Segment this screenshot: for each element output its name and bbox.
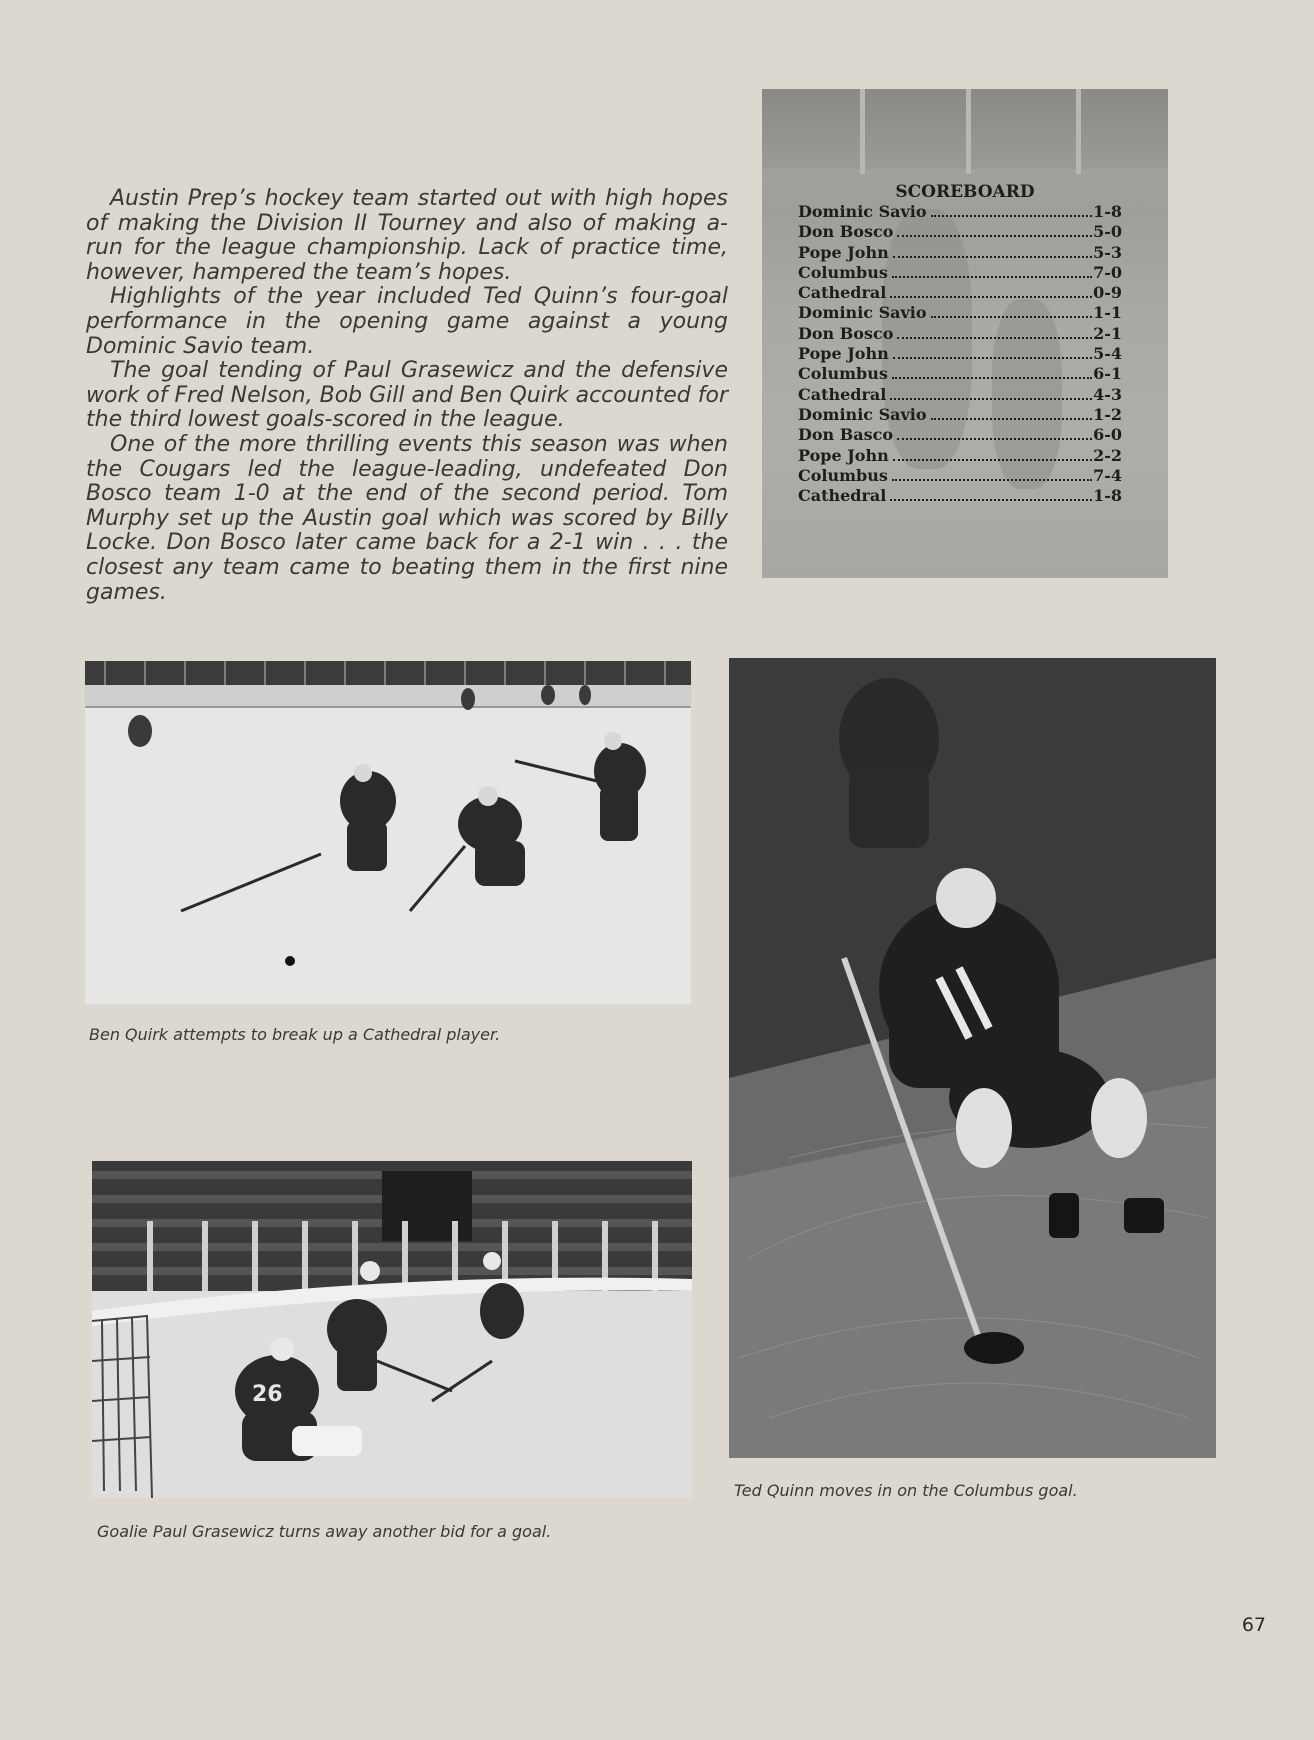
scoreboard-team: Columbus <box>798 364 888 384</box>
dot-leader <box>890 296 1092 298</box>
photo-ted-quinn <box>729 658 1216 1458</box>
scoreboard-row <box>798 466 1122 486</box>
paragraph-4: One of the more thrilling events this season was when the Cougars led the league-leading, undefeated Don Bosco team 1-0 at the end of the second period. Tom Murphy set up the Austin goal which was scored by Billy Locke. Don Bosco later came back for a 2-1 win . . . the closest any team came to beating them in the first nine games. <box>86 431 728 605</box>
scoreboard-team: Don Bosco <box>798 323 894 343</box>
photo-ben-quirk <box>85 661 691 1004</box>
scoreboard-score: 7-4 <box>1093 465 1122 485</box>
dot-leader <box>897 438 1092 440</box>
scoreboard-row <box>798 486 1122 506</box>
dot-leader <box>892 276 1092 278</box>
scoreboard-score: 6-0 <box>1093 425 1122 445</box>
hockey-action-photo <box>85 661 691 1004</box>
scoreboard-score: 0-9 <box>1093 283 1122 303</box>
scoreboard-score: 2-1 <box>1093 323 1122 343</box>
dot-leader <box>931 316 1093 318</box>
dot-leader <box>893 357 1092 359</box>
scoreboard-panel <box>762 89 1168 578</box>
scoreboard-row <box>798 344 1122 364</box>
scoreboard-score: 5-4 <box>1093 344 1122 364</box>
scoreboard-team: Cathedral <box>798 283 887 303</box>
scoreboard-row <box>798 263 1122 283</box>
dot-leader <box>893 256 1092 258</box>
dot-leader <box>892 377 1092 379</box>
scoreboard-score: 1-2 <box>1093 404 1122 424</box>
dot-leader <box>892 479 1092 481</box>
scoreboard-score: 6-1 <box>1093 364 1122 384</box>
dot-leader <box>890 499 1092 501</box>
scoreboard-row <box>798 364 1122 384</box>
scoreboard-row <box>798 446 1122 466</box>
scoreboard-team: Columbus <box>798 465 888 485</box>
goalie-save-photo <box>92 1161 692 1498</box>
scoreboard-score: 7-0 <box>1093 262 1122 282</box>
scoreboard-score: 1-8 <box>1093 202 1122 221</box>
scoreboard-row <box>798 222 1122 242</box>
article-text <box>86 187 728 605</box>
scoreboard-score: 2-2 <box>1093 445 1122 465</box>
scoreboard-row <box>798 385 1122 405</box>
scoreboard-row <box>798 303 1122 323</box>
scoreboard-score: 5-3 <box>1093 242 1122 262</box>
scoreboard-team: Pope John <box>798 445 889 465</box>
scoreboard-score: 5-0 <box>1093 222 1122 242</box>
scoreboard-row <box>798 202 1122 222</box>
scoreboard-team: Pope John <box>798 242 889 262</box>
scoreboard-team: Cathedral <box>798 486 887 506</box>
scoreboard-row <box>798 405 1122 425</box>
caption-photo-2: Goalie Paul Grasewicz turns away another bid for a goal. <box>97 1522 552 1541</box>
scoreboard-title: SCOREBOARD <box>895 182 1035 202</box>
scoreboard-team: Don Bosco <box>798 222 894 242</box>
scoreboard-score: 1-1 <box>1093 303 1122 323</box>
scoreboard-row <box>798 425 1122 445</box>
scoreboard-list <box>798 202 1122 506</box>
dot-leader <box>897 235 1092 237</box>
scoreboard-team: Dominic Savio <box>798 404 927 424</box>
paragraph-2: Highlights of the year included Ted Quinn’s four-goal performance in the opening game against a young Dominic Savio team. <box>86 284 728 359</box>
scoreboard-team: Dominic Savio <box>798 202 927 221</box>
dot-leader <box>897 337 1092 339</box>
dot-leader <box>931 215 1093 217</box>
scoreboard-row <box>798 324 1122 344</box>
dot-leader <box>893 459 1092 461</box>
scoreboard-team: Don Basco <box>798 425 894 445</box>
scoreboard-team: Pope John <box>798 344 889 364</box>
scoreboard-row <box>798 283 1122 303</box>
paragraph-1: Austin Prep’s hockey team started out with high hopes of making the Division II Tourney and also of making a-run for the league championship. Lack of practice time, however, hampered the team’s hopes. <box>86 186 728 285</box>
scoreboard-score: 4-3 <box>1093 384 1122 404</box>
scoreboard-team: Cathedral <box>798 384 887 404</box>
paragraph-3: The goal tending of Paul Grasewicz and the defensive work of Fred Nelson, Bob Gill and Ben Quirk accounted for the third lowest goals-scored in the league. <box>86 358 728 433</box>
caption-photo-1: Ben Quirk attempts to break up a Cathedral player. <box>89 1025 501 1044</box>
scoreboard-row <box>798 243 1122 263</box>
dot-leader <box>931 418 1093 420</box>
ted-quinn-photo <box>729 658 1216 1458</box>
scoreboard-score: 1-8 <box>1093 486 1122 506</box>
goalie-jersey-number: 26 <box>252 1382 283 1407</box>
dot-leader <box>890 398 1092 400</box>
page-number: 67 <box>1241 1614 1266 1636</box>
caption-photo-3: Ted Quinn moves in on the Columbus goal. <box>734 1481 1078 1500</box>
photo-goalie <box>92 1161 692 1498</box>
scoreboard-team: Dominic Savio <box>798 303 927 323</box>
rink-glass-background <box>762 89 1168 169</box>
scoreboard-team: Columbus <box>798 262 888 282</box>
